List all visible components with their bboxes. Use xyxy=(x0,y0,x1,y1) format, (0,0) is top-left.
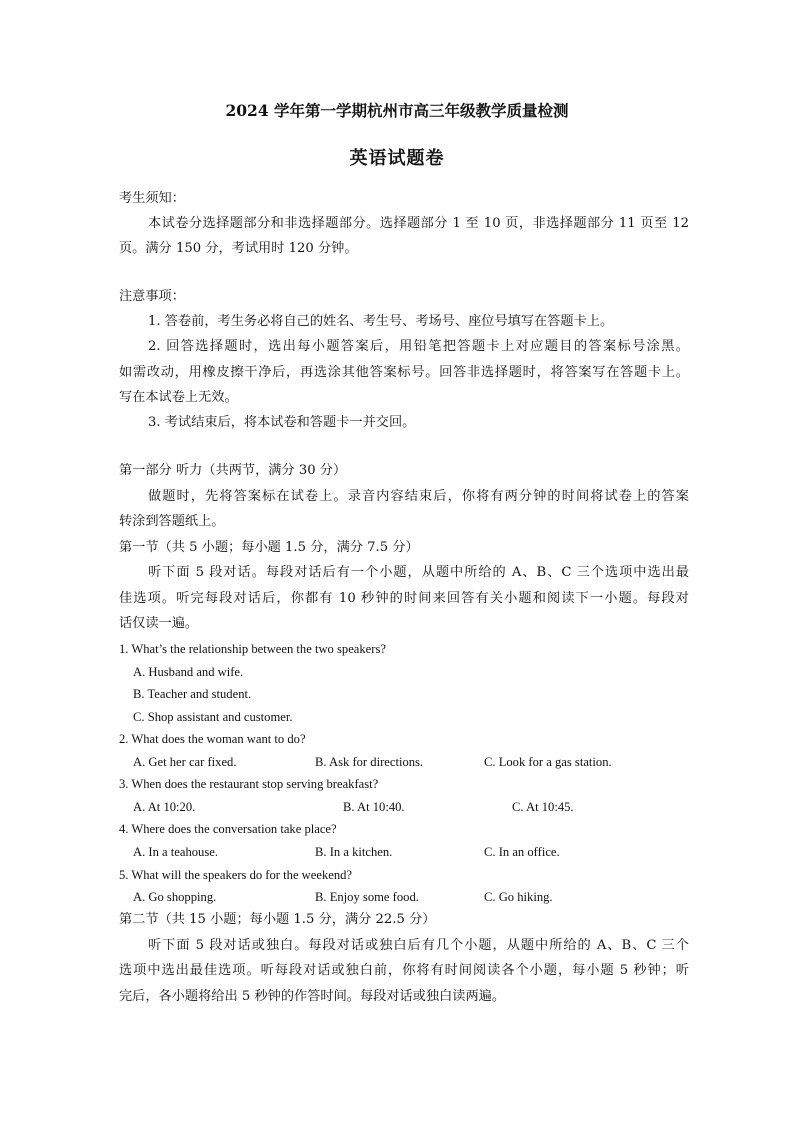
question-1: 1. What’s the relationship between the two speakers? xyxy=(119,642,386,656)
section2-intro-line-1: 听下面 5 段对话或独白。每段对话或独白后有几个小题，从题中所给的 A、B、C 三个 xyxy=(148,938,689,953)
exam-subtitle: 英语试题卷 xyxy=(349,148,445,169)
question-3: 3. When does the restaurant stop serving breakfast? xyxy=(119,777,379,791)
question-3-option-c: C. At 10:45. xyxy=(512,800,574,814)
caution-item-2-line-2: 如需改动，用橡皮擦干净后，再选涂其他答案标号。回答非选择题时，将答案写在答题卡上。 xyxy=(119,365,689,380)
part1-intro-line-1: 做题时，先将答案标在试卷上。录音内容结束后，你将有两分钟的时间将试卷上的答案 xyxy=(148,489,689,504)
section2-heading: 第二节（共 15 小题；每小题 1.5 分，满分 22.5 分） xyxy=(119,912,436,927)
caution-item-2-line-3: 写在本试卷上无效。 xyxy=(119,390,238,405)
section1-intro-line-1: 听下面 5 段对话。每段对话后有一个小题，从题中所给的 A、B、C 三个选项中选出最 xyxy=(148,565,689,580)
caution-item-1: 1. 答卷前，考生务必将自己的姓名、考生号、考场号、座位号填写在答题卡上。 xyxy=(148,314,614,329)
question-2-option-c: C. Look for a gas station. xyxy=(484,755,612,769)
question-2-option-b: B. Ask for directions. xyxy=(315,755,424,769)
section1-heading: 第一节（共 5 小题；每小题 1.5 分，满分 7.5 分） xyxy=(119,540,419,555)
question-4-option-c: C. In an office. xyxy=(484,845,560,859)
caution-item-3: 3. 考试结束后，将本试卷和答题卡一并交回。 xyxy=(148,415,416,430)
question-5-option-b: B. Enjoy some food. xyxy=(315,890,419,904)
part1-intro-line-2: 转涂到答题纸上。 xyxy=(119,514,225,529)
exam-title: 2024 学年第一学期杭州市高三年级教学质量检测 xyxy=(225,101,569,120)
notice-line-1: 本试卷分选择题部分和非选择题部分。选择题部分 1 至 10 页，非选择题部分 11 页至 12 xyxy=(148,216,689,231)
caution-item-2-line-1: 2. 回答选择题时，选出每小题答案后，用铅笔把答题卡上对应题目的答案标号涂黑。 xyxy=(148,339,689,354)
question-1-option-a: A. Husband and wife. xyxy=(133,665,244,679)
section1-intro-line-2: 佳选项。听完每段对话后，你都有 10 秒钟的时间来回答有关小题和阅读下一小题。每段对 xyxy=(119,591,689,606)
notice-heading: 考生须知： xyxy=(119,191,185,206)
section2-intro-line-3: 完后，各小题将给出 5 秒钟的作答时间。每段对话或独白读两遍。 xyxy=(119,989,506,1004)
question-4: 4. Where does the conversation take place? xyxy=(119,822,337,836)
question-2-option-a: A. Get her car fixed. xyxy=(133,755,237,769)
part1-heading: 第一部分 听力（共两节，满分 30 分） xyxy=(119,463,347,478)
question-3-option-b: B. At 10:40. xyxy=(343,800,405,814)
question-3-option-a: A. At 10:20. xyxy=(133,800,196,814)
notice-line-2: 页。满分 150 分，考试用时 120 分钟。 xyxy=(119,241,358,256)
question-4-option-a: A. In a teahouse. xyxy=(133,845,218,859)
section2-intro-line-2: 选项中选出最佳选项。听每段对话或独白前，你将有时间阅读各个小题，每小题 5 秒钟；听 xyxy=(119,963,689,978)
question-5: 5. What will the speakers do for the weekend? xyxy=(119,868,353,882)
question-2: 2. What does the woman want to do? xyxy=(119,732,306,746)
question-5-option-c: C. Go hiking. xyxy=(484,890,553,904)
cautions-heading: 注意事项： xyxy=(119,289,185,304)
section1-intro-line-3: 话仅读一遍。 xyxy=(119,616,199,631)
question-1-option-b: B. Teacher and student. xyxy=(133,687,252,701)
question-4-option-b: B. In a kitchen. xyxy=(315,845,393,859)
question-1-option-c: C. Shop assistant and customer. xyxy=(133,710,293,724)
question-5-option-a: A. Go shopping. xyxy=(133,890,217,904)
